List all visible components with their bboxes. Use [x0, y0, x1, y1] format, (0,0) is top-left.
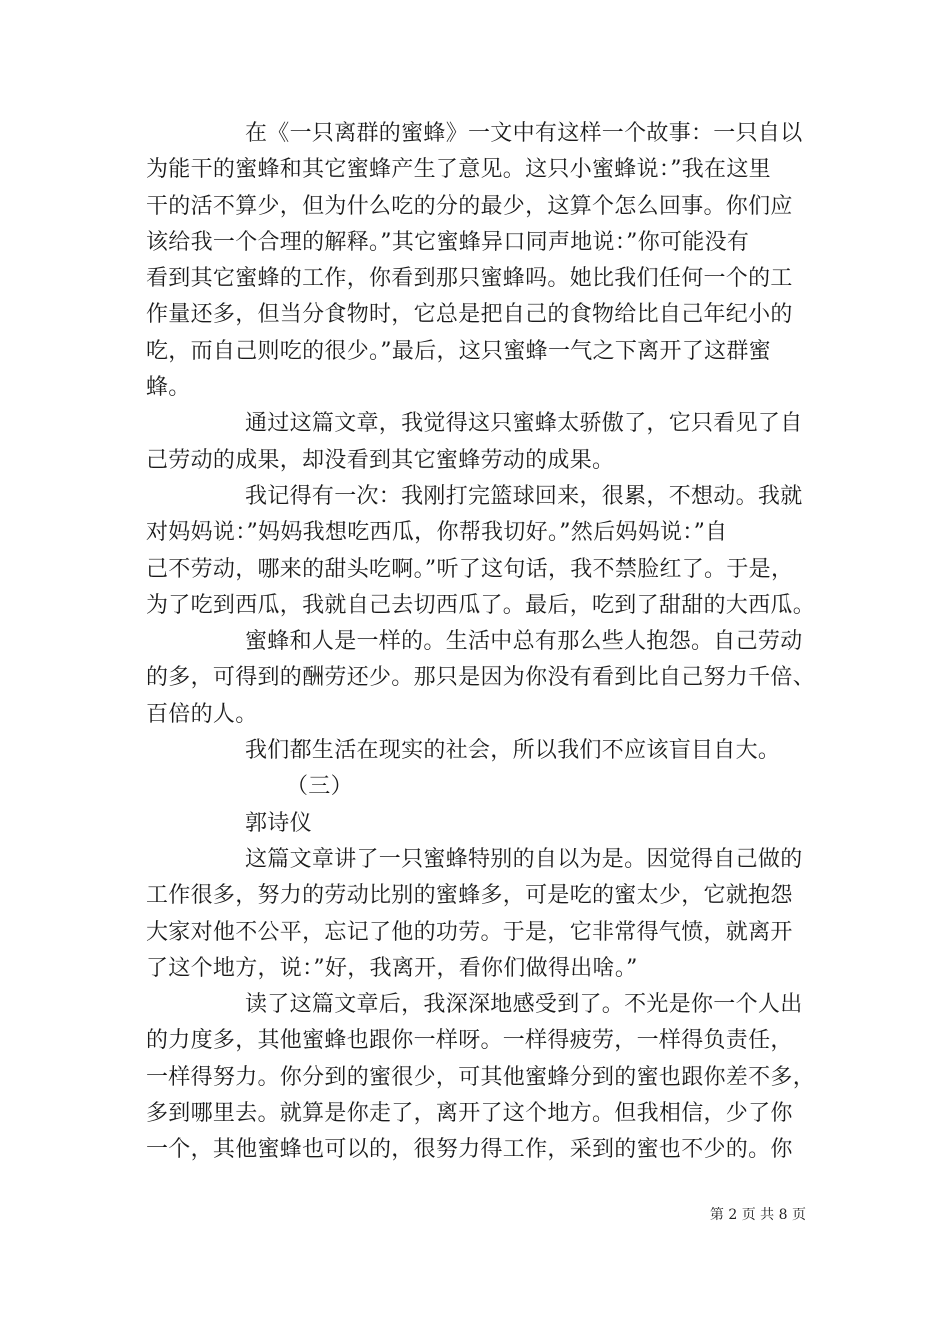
text-line: 作量还多，但当分食物时，它总是把自己的食物给比自己年纪小的 — [146, 302, 793, 328]
text-line: 读了这篇文章后，我深深地感受到了。不光是你一个人出 — [245, 992, 803, 1018]
document-body — [146, 116, 818, 1169]
text-line: 通过这篇文章，我觉得这只蜜蜂太骄傲了，它只看见了自 — [245, 411, 803, 437]
text-line: 在《一只离群的蜜蜂》一文中有这样一个故事：一只自以 — [245, 121, 803, 146]
text-line: 工作很多，努力的劳动比别的蜜蜂多，可是吃的蜜太少，它就抱怨 — [146, 883, 793, 909]
text-line: 大家对他不公平，忘记了他的功劳。于是，它非常得气愤，就离开 — [146, 919, 793, 945]
text-line: 一个，其他蜜蜂也可以的，很努力得工作，采到的蜜也不少的。你 — [146, 1137, 793, 1163]
page-number: 第 2 页 共 8 页 — [709, 1207, 806, 1223]
author-name: 郭诗仪 — [245, 810, 312, 836]
text-line: 多到哪里去。就算是你走了，离开了这个地方。但我相信，少了你 — [146, 1101, 793, 1127]
section-heading: （三） — [286, 774, 353, 800]
text-line: 了这个地方，说：”好，我离开，看你们做得出啥。” — [146, 955, 638, 981]
text-line: 百倍的人。 — [146, 701, 258, 727]
text-line: 己劳动的成果，却没看到其它蜜蜂劳动的成果。 — [146, 447, 615, 473]
text-line: 吃，而自己则吃的很少。”最后，这只蜜蜂一气之下离开了这群蜜 — [146, 338, 771, 364]
text-line: 的多，可得到的酬劳还少。那只是因为你没有看到比自己努力千倍、 — [146, 665, 816, 691]
text-line: 为了吃到西瓜，我就自己去切西瓜了。最后，吃到了甜甜的大西瓜。 — [146, 592, 816, 618]
text-line: 的力度多，其他蜜蜂也跟你一样呀。一样得疲劳，一样得负责任， — [146, 1028, 793, 1054]
text-line: 己不劳动，哪来的甜头吃啊。”听了这句话，我不禁脸红了。于是， — [146, 556, 794, 582]
text-line: 看到其它蜜蜂的工作，你看到那只蜜蜂吗。她比我们任何一个的工 — [146, 266, 793, 292]
text-line: 蜂。 — [146, 375, 191, 401]
text-line: 干的活不算少，但为什么吃的分的最少，这算个怎么回事。你们应 — [146, 193, 793, 219]
text-line: 为能干的蜜蜂和其它蜜蜂产生了意见。这只小蜜蜂说：”我在这里 — [146, 157, 771, 183]
text-line: 一样得努力。你分到的蜜很少，可其他蜜蜂分到的蜜也跟你差不多， — [146, 1064, 816, 1090]
text-line: 这篇文章讲了一只蜜蜂特别的自以为是。因觉得自己做的 — [245, 846, 803, 872]
text-line: 对妈妈说：”妈妈我想吃西瓜，你帮我切好。”然后妈妈说：”自 — [146, 520, 728, 546]
text-line: 蜜蜂和人是一样的。生活中总有那么些人抱怨。自己劳动 — [245, 629, 803, 655]
text-line: 该给我一个合理的解释。”其它蜜蜂异口同声地说：”你可能没有 — [146, 229, 750, 255]
text-line: 我们都生活在现实的社会，所以我们不应该盲目自大。 — [245, 738, 781, 764]
text-line: 我记得有一次：我刚打完篮球回来，很累，不想动。我就 — [245, 483, 803, 509]
